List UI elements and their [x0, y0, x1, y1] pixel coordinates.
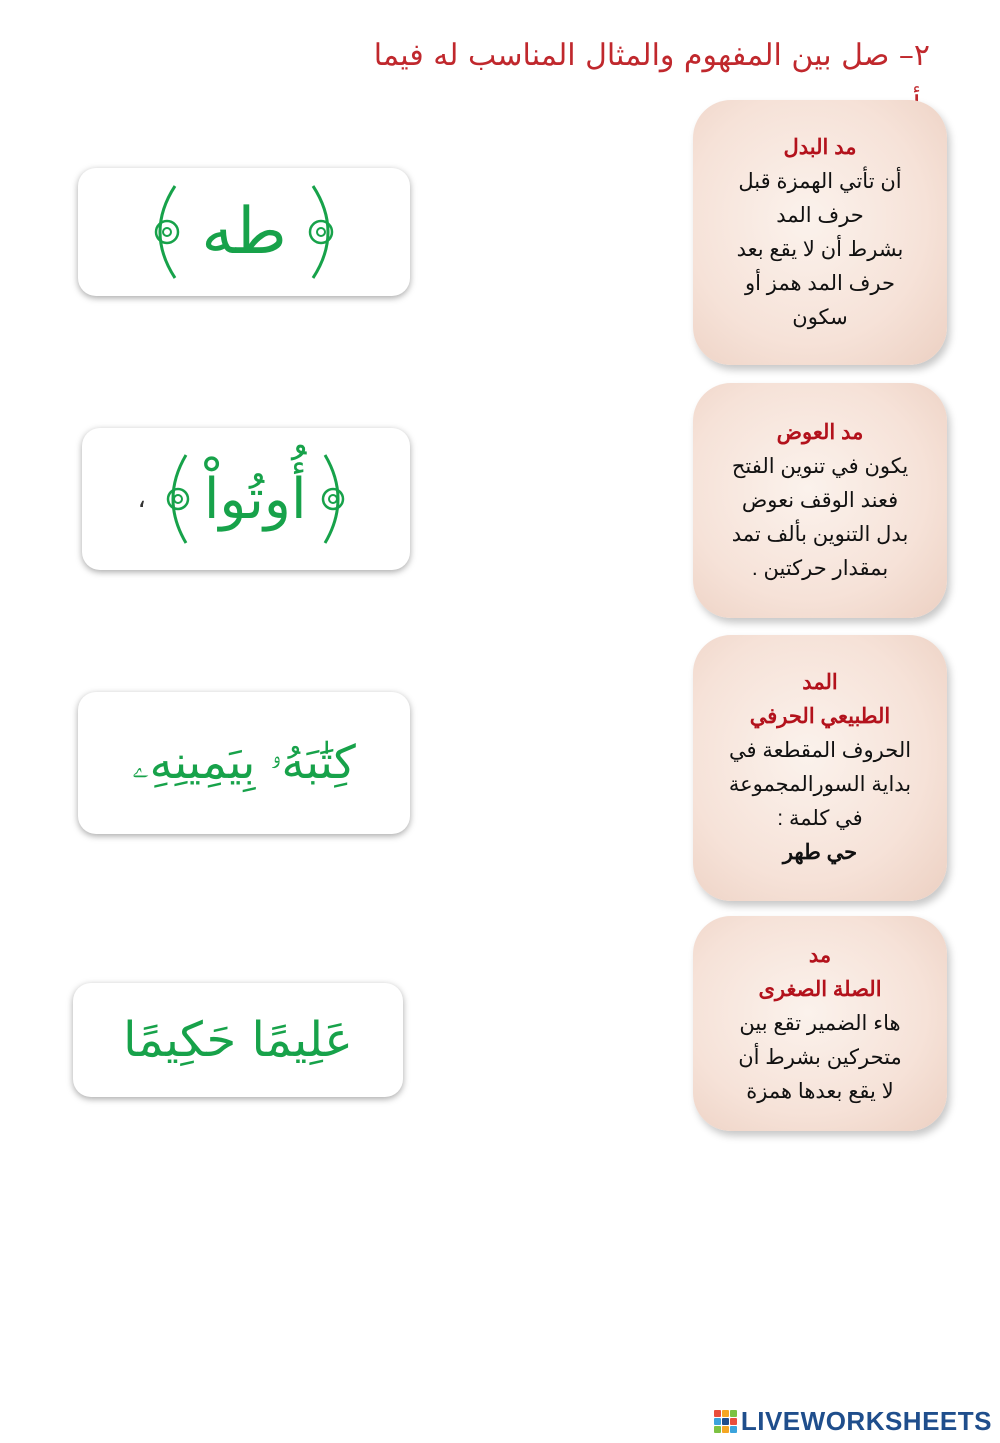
concept-line: الحروف المقطعة في: [728, 739, 912, 762]
concept-line: سكون: [792, 305, 848, 329]
concept-heading: مد: [808, 943, 832, 967]
comma-mark: ،: [137, 484, 146, 514]
example-card-alima-hakima[interactable]: [73, 983, 403, 1097]
liveworksheets-logo: [714, 1406, 992, 1437]
concept-keyword: حي طهر: [782, 841, 858, 864]
concept-card-iwad[interactable]: [693, 383, 947, 618]
concept-heading: مد البدل: [783, 135, 857, 159]
concept-line: متحركين بشرط أن: [738, 1045, 902, 1069]
example-card-taha[interactable]: [78, 168, 410, 296]
concept-subheading: الطبيعي الحرفي: [749, 705, 891, 728]
verse-ornament-icon: [156, 451, 196, 547]
concept-line: بدل التنوين بألف تمد: [731, 522, 909, 546]
verse-ornament-icon: [141, 182, 187, 282]
concept-card-badal[interactable]: [693, 100, 947, 365]
concept-card-sila-sughra[interactable]: [693, 916, 947, 1131]
brand-name: LIVEWORKSHEETS: [740, 1406, 992, 1436]
concept-line: بمقدار حركتين .: [751, 556, 889, 580]
concept-heading: المد: [802, 671, 838, 694]
liveworksheets-logo-icon: [714, 1410, 737, 1433]
concept-line: حرف المد همز أو: [744, 271, 895, 295]
concept-heading: مد العوض: [776, 420, 864, 444]
concept-line: يكون في تنوين الفتح: [731, 454, 909, 478]
example-word: طه: [201, 195, 287, 269]
concept-subheading: الصلة الصغرى: [758, 977, 882, 1001]
concept-line: لا يقع بعدها همزة: [746, 1079, 894, 1103]
concept-card-tabii-harfi[interactable]: [693, 635, 947, 901]
verse-ornament-icon: [301, 182, 347, 282]
concept-line: فعند الوقف نعوض: [741, 488, 899, 512]
example-word: عَلِيمًا حَكِيمًا: [123, 1012, 353, 1068]
concept-line: بشرط أن لا يقع بعد: [736, 237, 904, 261]
verse-ornament-icon: [315, 451, 355, 547]
concept-line: هاء الضمير تقع بين: [739, 1011, 901, 1035]
exercise-title: ٢– صل بين المفهوم والمثال المناسب له فيما: [373, 38, 930, 73]
example-card-kitabahu[interactable]: [78, 692, 410, 834]
concept-line: حرف المد: [776, 203, 864, 227]
example-word: أُوتُواْ: [203, 466, 307, 532]
example-card-utu[interactable]: [82, 428, 410, 570]
concept-line: في كلمة :: [777, 807, 863, 830]
concept-line: بداية السورالمجموعة: [728, 773, 912, 796]
concept-line: أن تأتي الهمزة قبل: [738, 169, 902, 193]
example-word: كِتَٰبَهُۥ بِيَمِينِهِۦ: [132, 735, 356, 789]
